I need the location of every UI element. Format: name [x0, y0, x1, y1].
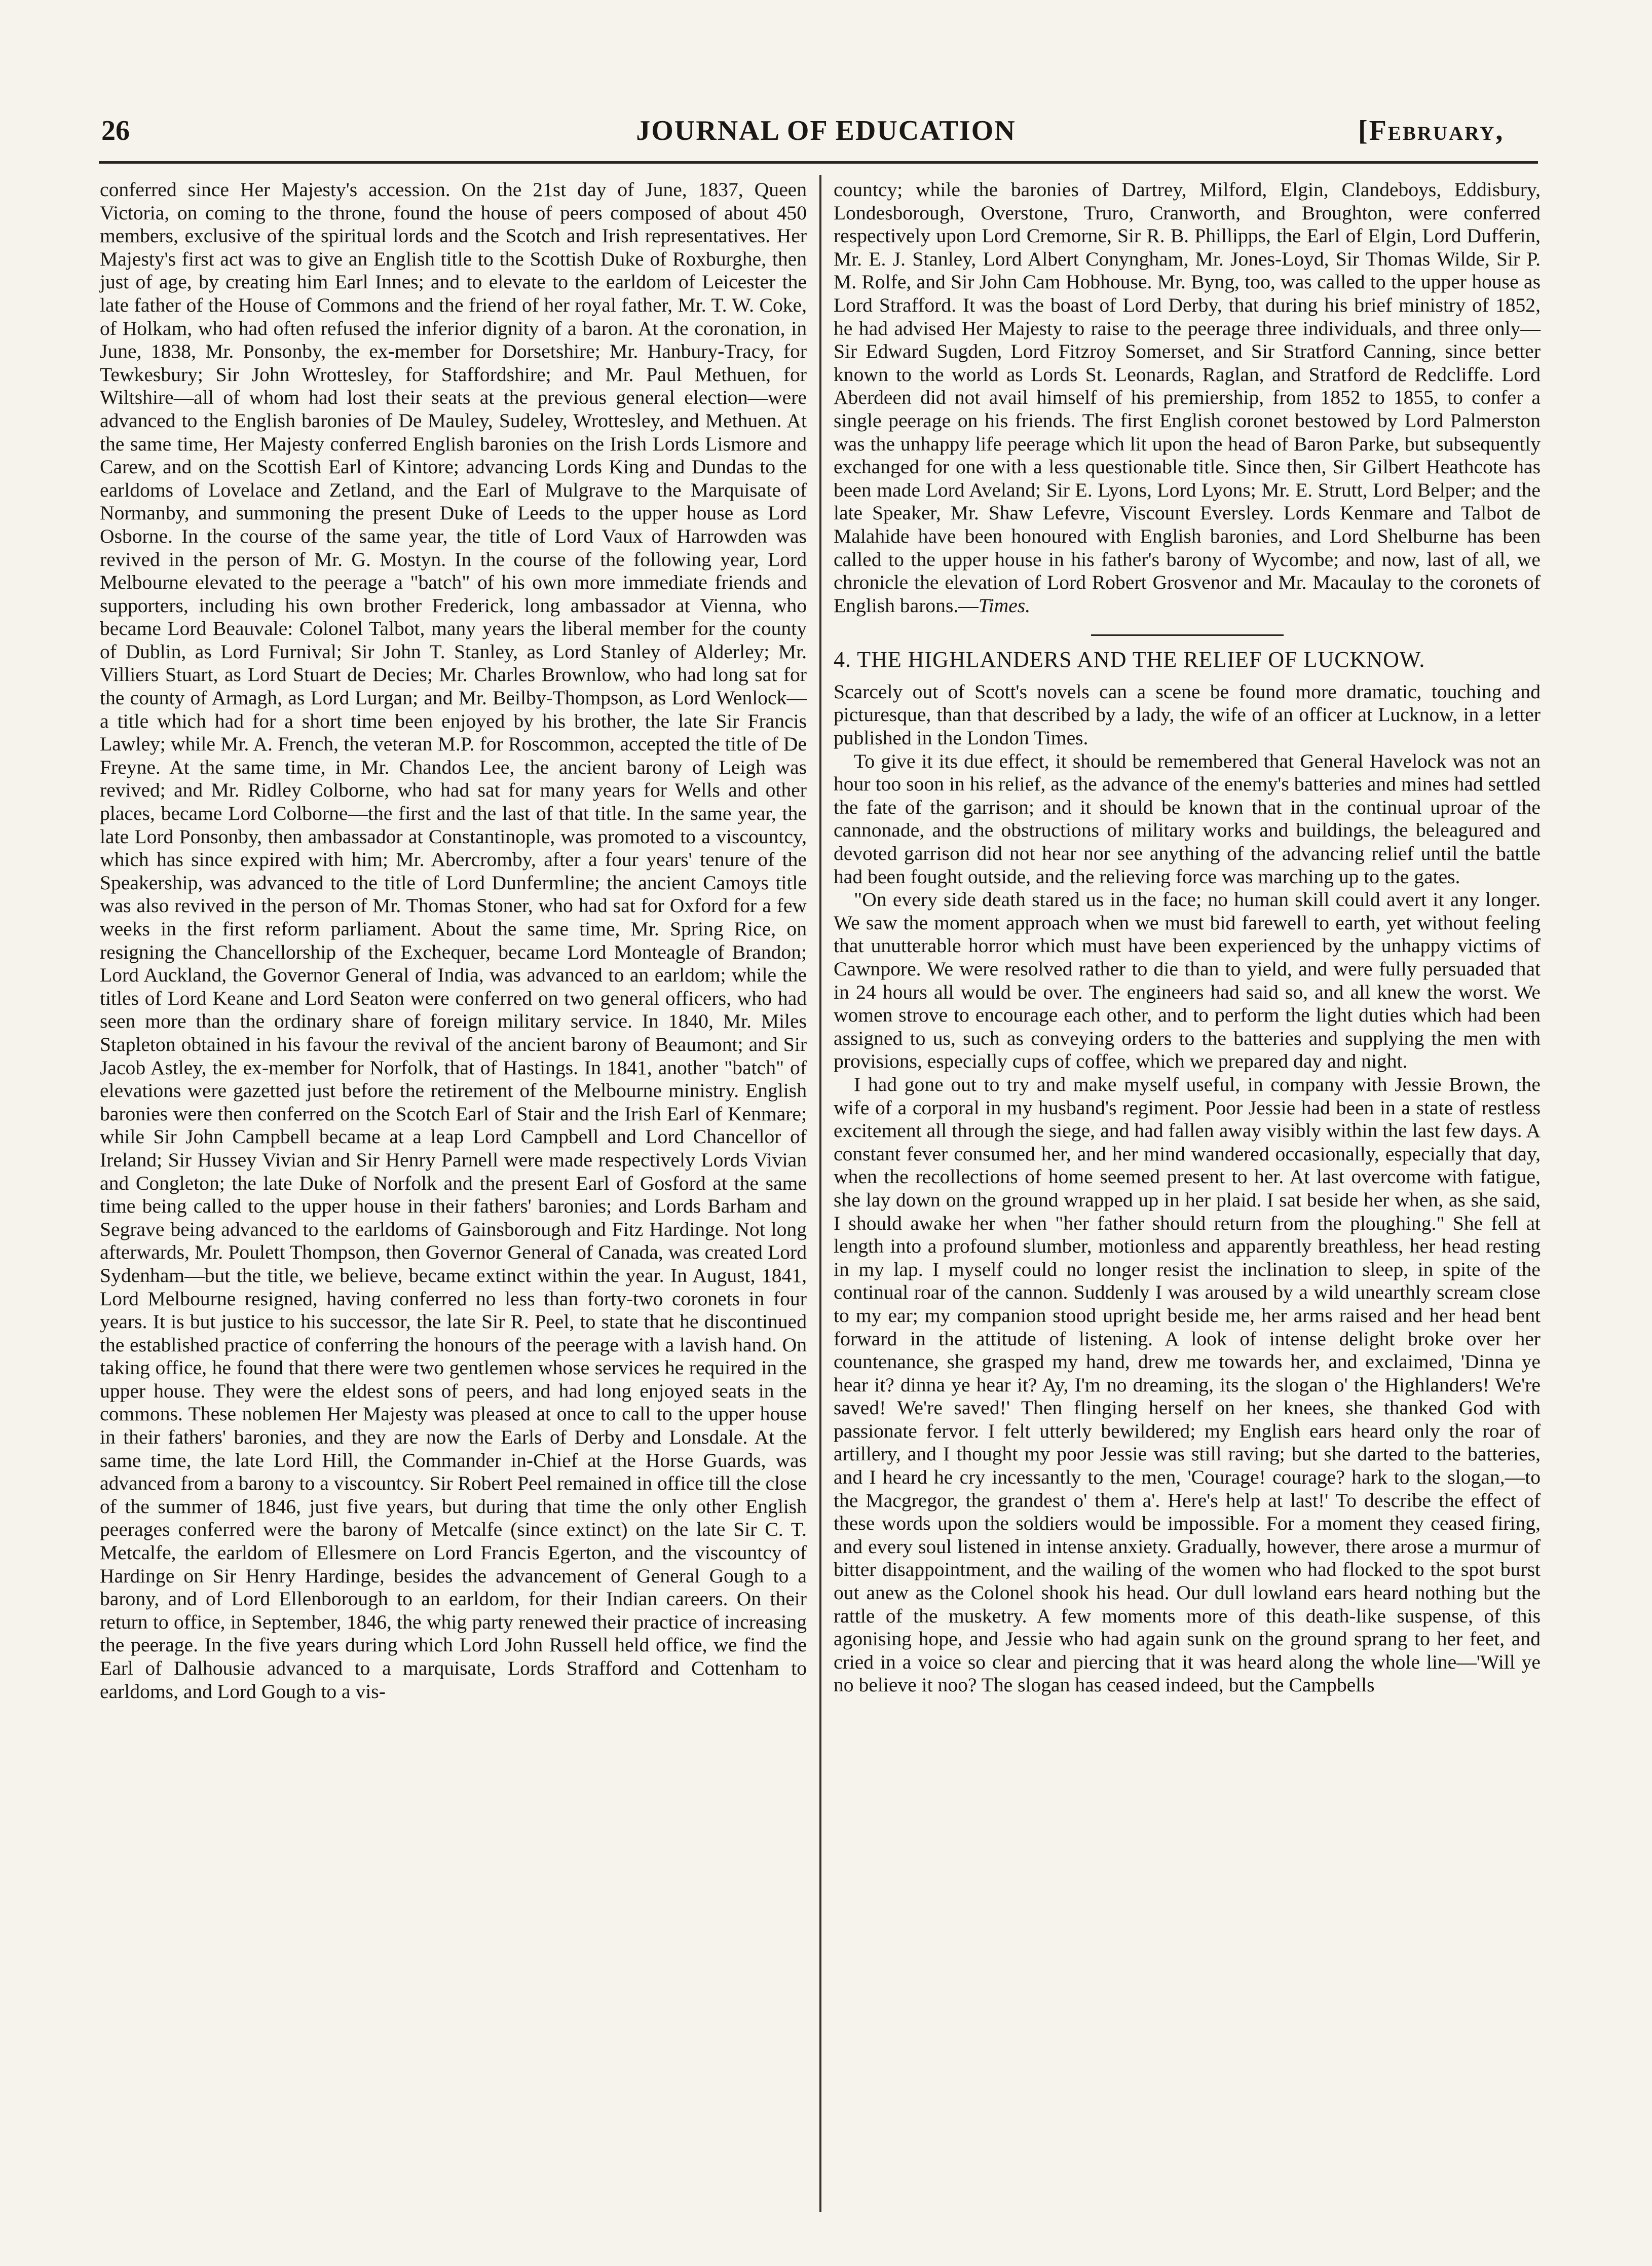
peerage-article-text-continued: countcy; while the baronies of Dartrey, Milford, Elgin, Clandeboys, Eddisbury, Londesborough, Overstone, Truro, Cranworth, and Broughton, were conferred respectively upon Lord Cremorne, Sir R. B. Phillipps, the Earl of Elgin, Lord Dufferin, Mr. E. J. Stanley, Lord Albert Conyngham, Mr. Jones-Loyd, Sir Thomas Wilde, Sir P. M. Rolfe, and Sir John Cam Hobhouse. Mr. Byng, too, was called to the upper house as Lord Strafford. It was the boast of Lord Derby, that during his brief ministry of 1852, he had advised Her Majesty to raise to the peerage three individuals, and three only—Sir Edward Sugden, Lord Fitzroy Somerset, and Sir Stratford Canning, since better known to the world as Lords St. Leonards, Raglan, and Stratford de Redcliffe. Lord Aberdeen did not avail himself of his premiership, from 1852 to 1855, to confer a single peerage on his friends. The first English coronet bestowed by Lord Palmerston was the unhappy life peerage which lit upon the head of Baron Parke, but subsequently exchanged for one with a less questionable title. Since then, Sir Gilbert Heathcote has been made Lord Aveland; Sir E. Lyons, Lord Lyons; Mr. E. Strutt, Lord Belper; and the late Speaker, Mr. Shaw Lefevre, Viscount Eversley. Lords Kenmare and Talbot de Malahide have been honoured with English baronies, and Lord Shelburne has been called to the upper house in his father's barony of Wycombe; and now, last of all, we chronicle the elevation of Lord Robert Grosvenor and Mr. Macaulay to the coronets of English barons.— — [834, 178, 1541, 617]
header-rule — [99, 161, 1538, 164]
article-paragraph: "On every side death stared us in the face; no human skill could avert it any longer. We saw the moment approach when we must bid farewell to earth, yet without feeling that unutterable horror which must have been experienced by the unhappy victims of Cawnpore. We were resolved rather to die than to yield, and were fully persuaded that in 24 hours all would be over. The engineers had said so, and all knew the worst. We women strove to encourage each other, and to perform the light duties which had been assigned to us, such as conveying orders to the batteries and supplying the men with provisions, especially cups of coffee, which we prepared day and night. — [834, 888, 1541, 1073]
article-paragraph: To give it its due effect, it should be remembered that General Havelock was not an hour too soon in his relief, as the advance of the enemy's batteries and mines had settled the fate of the garrison; and it should be known that in the continual uproar of the cannonade, and the obstructions of military works and buildings, the beleagured and devoted garrison did not hear nor see anything of the advancing relief until the battle had been fought outside, and the relieving force was marching up to the gates. — [834, 749, 1541, 888]
peerage-article-text: conferred since Her Majesty's accession. On the 21st day of June, 1837, Queen Victoria, on coming to the throne, found the house of peers composed of about 450 members, exclusive of the spiritual lords and the Scotch and Irish representatives. Her Majesty's first act was to give an English title to the Scottish Duke of Roxburghe, then just of age, by creating him Earl Innes; and to elevate to the earldom of Leicester the late father of the House of Commons and the friend of her royal father, Mr. T. W. Coke, of Holkam, who had often refused the inferior dignity of a baron. At the coronation, in June, 1838, Mr. Ponsonby, the ex-member for Dorsetshire; Mr. Hanbury-Tracy, for Tewkesbury; Sir John Wrottesley, for Staffordshire; and Mr. Paul Methuen, for Wiltshire—all of whom had lost their seats at the previous general election—were advanced to the English baronies of De Mauley, Sudeley, Wrottesley, and Methuen. At the same time, Her Majesty conferred English baronies on the Irish Lords Lismore and Carew, and on the Scottish Earl of Kintore; advancing Lords King and Dundas to the earldoms of Lovelace and Zetland, and the Earl of Mulgrave to the Marquisate of Normanby, and summoning the present Duke of Leeds to the upper house as Lord Osborne. In the course of the same year, the title of Lord Vaux of Harrowden was revived in the person of Mr. G. Mostyn. In the course of the following year, Lord Melbourne elevated to the peerage a "batch" of his own more immediate friends and supporters, including his own brother Frederick, long ambassador at Vienna, who became Lord Beauvale: Colonel Talbot, many years the liberal member for the county of Dublin, as Lord Furnival; Sir John T. Stanley, as Lord Stanley of Alderley; Mr. Villiers Stuart, as Lord Stuart de Decies; Mr. Charles Brownlow, who had long sat for the county of Armagh, as Lord Lurgan; and Mr. Beilby-Thompson, as Lord Wenlock—a title which had for a short time been enjoyed by his brother, the late Sir Francis Lawley; while Mr. A. French, the veteran M.P. for Roscommon, accepted the title of De Freyne. At the same time, in Mr. Chandos Lee, the ancient barony of Leigh was revived; and Mr. Ridley Colborne, who had sat for many years for Wells and other places, became Lord Colborne—the first and the last of that title. In the same year, the late Lord Ponsonby, then ambassador at Constantinople, was promoted to a viscountcy, which has since expired with him; Mr. Abercromby, after a four years' tenure of the Speakership, was advanced to the title of Lord Dunfermline; the ancient Camoys title was also revived in the person of Mr. Thomas Stoner, who had sat for Oxford for a few weeks in the first reform parliament. About the same time, Mr. Spring Rice, on resigning the Chancellorship of the Exchequer, became Lord Monteagle of Brandon; Lord Auckland, the Governor General of India, was advanced to an earldom; while the titles of Lord Keane and Lord Seaton were conferred on two general officers, who had seen more than the ordinary share of foreign military service. In 1840, Mr. Miles Stapleton obtained in his favour the revival of the ancient barony of Beaumont; and Sir Jacob Astley, the ex-member for Norfolk, that of Hastings. In 1841, another "batch" of elevations were gazetted just before the retirement of the Melbourne ministry. English baronies were then conferred on the Scotch Earl of Stair and the Irish Earl of Kenmare; while Sir John Campbell became at a leap Lord Campbell and Lord Chancellor of Ireland; Sir Hussey Vivian and Sir Henry Parnell were made respectively Lords Vivian and Congleton; the late Duke of Norfolk and the present Earl of Gosford at the same time being called to the upper house in their fathers' baronies; and Lords Barham and Segrave being advanced to the earldoms of Gainsborough and Fitz Hardinge. Not long afterwards, Mr. Poulett Thompson, then Governor General of Canada, was created Lord Sydenham—but the title, we believe, became extinct within the year. In August, 1841, Lord Melbourne resigned, having conferred no less than forty-two coronets in four years. It is but justice to his successor, the late Sir R. Peel, to state that he discontinued the established practice of conferring the honours of the peerage with a lavish hand. On taking office, he found that there were two gentlemen whose services he required in the upper house. They were the eldest sons of peers, and had long enjoyed seats in the commons. These noblemen Her Majesty was pleased at once to call to the upper house in their fathers' baronies, and they are now the Earls of Derby and Lonsdale. At the same time, the late Lord Hill, the Commander in-Chief at the Horse Guards, was advanced from a barony to a viscountcy. Sir Robert Peel remained in office till the close of the summer of 1846, just five years, but during that time the only other English peerages conferred were the barony of Metcalfe (since extinct) on the late Sir C. T. Metcalfe, the earldom of Ellesmere on Lord Francis Egerton, and the viscountcy of Hardinge on Sir Henry Hardinge, besides the advancement of General Gough to a barony, and of Lord Ellenborough to an earldom, for their Indian careers. On their return to office, in September, 1846, the whig party renewed their practice of increasing the peerage. In the five years during which Lord John Russell held office, we find the Earl of Dalhousie advanced to a marquisate, Lords Strafford and Cottenham to earldoms, and Lord Gough to a vis- — [100, 178, 807, 1703]
source-attribution: Times. — [978, 594, 1031, 617]
journal-title: JOURNAL OF EDUCATION — [636, 115, 1016, 146]
peerage-article-continued — [834, 178, 1541, 617]
right-column — [834, 178, 1541, 1697]
article-paragraph: I had gone out to try and make myself useful, in company with Jessie Brown, the wife of a corporal in my husband's regiment. Poor Jessie had been in a state of restless excitement all through the siege, and had fallen away visibly within the last few days. A constant fever consumed her, and her mind wandered occasionally, especially that day, when the recollections of home seemed present to her. At last overcome with fatigue, she lay down on the ground wrapped up in her plaid. I sat beside her when, as she said, I should awake her when "her father should return from the ploughing." She fell at length into a profound slumber, motionless and apparently breathless, her head resting in my lap. I myself could no longer resist the inclination to sleep, in spite of the continual roar of the cannon. Suddenly I was aroused by a wild unearthly scream close to my ear; my companion stood upright beside me, her arms raised and her head bent forward in the attitude of listening. A look of intense delight broke over her countenance, she grasped my hand, drew me towards her, and exclaimed, 'Dinna ye hear it? dinna ye hear it? Ay, I'm no dreaming, its the slogan o' the Highlanders! We're saved! We're saved!' Then flinging herself on her knees, she thanked God with passionate fervor. I felt utterly bewildered; my English ears heard only the roar of artillery, and I thought my poor Jessie was still raving; but she darted to the batteries, and I heard he cry incessantly to the men, 'Courage! courage? hark to the slogan,—to the Macgregor, the grandest o' them a'. Here's help at last!' To describe the effect of these words upon the soldiers would be impossible. For a moment they ceased firing, and every soul listened in intense anxiety. Gradually, however, there arose a murmur of bitter disappointment, and the wailing of the women who had flocked to the spot burst out anew as the Colonel shook his head. Our dull lowland ears heard nothing but the rattle of the musketry. A few moments more of this death-like suspense, of this agonising hope, and Jessie who had again sunk on the ground sprang to her feet, and cried in a voice so clear and piercing that it was heard along the whole line—'Will ye no believe it noo? The slogan has ceased indeed, but the Campbells — [834, 1073, 1541, 1696]
page-number: 26 — [101, 115, 130, 146]
column-divider — [819, 175, 821, 2212]
issue-month: [February, — [1358, 115, 1505, 146]
section-heading: 4. THE HIGHLANDERS AND THE RELIEF OF LUCKNOW. — [834, 647, 1425, 672]
article-paragraph: Scarcely out of Scott's novels can a scene be found more dramatic, touching and picturesque, than that described by a lady, the wife of an officer at Lucknow, in a letter published in the London Times. — [834, 680, 1541, 749]
left-column — [100, 178, 807, 1703]
section-rule — [1091, 634, 1284, 636]
